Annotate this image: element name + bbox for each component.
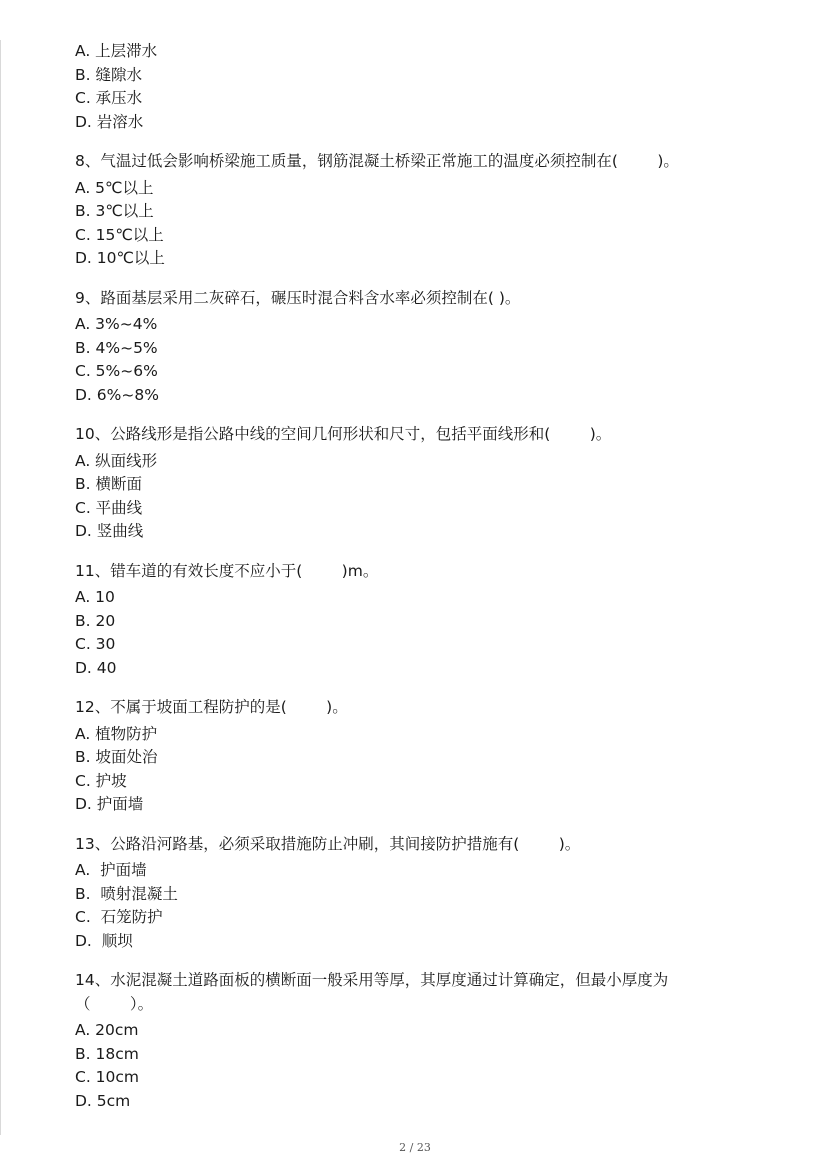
question-stem: 12、不属于坡面工程防护的是( )。 bbox=[75, 698, 348, 716]
option-d: D. 10℃以上 bbox=[75, 249, 165, 267]
option-a: A. 10 bbox=[75, 588, 115, 606]
option-c: C. 承压水 bbox=[75, 89, 143, 107]
option-b: B. 喷射混凝土 bbox=[75, 884, 178, 903]
question-13 bbox=[75, 833, 765, 954]
question-stem: 11、错车道的有效长度不应小于( )m。 bbox=[75, 561, 379, 580]
option-d: D. 竖曲线 bbox=[75, 522, 144, 540]
option-a: A. 5℃以上 bbox=[75, 178, 154, 197]
option-d: D. 顺坝 bbox=[75, 931, 133, 950]
option-d: D. 护面墙 bbox=[75, 795, 144, 813]
option-a: A. 植物防护 bbox=[75, 724, 158, 743]
option-b: B. 坡面处治 bbox=[75, 748, 158, 766]
option-d: D. 6%~8% bbox=[75, 385, 159, 404]
option-a: A. 3%~4% bbox=[75, 315, 158, 333]
option-d: D. 40 bbox=[75, 658, 117, 677]
question-options bbox=[75, 723, 765, 817]
question-options bbox=[75, 586, 765, 680]
option-b: B. 20 bbox=[75, 611, 116, 630]
option-b: B. 18cm bbox=[75, 1044, 139, 1063]
option-b: B. 横断面 bbox=[75, 475, 142, 493]
document-body bbox=[75, 40, 765, 1113]
question-stem: 10、公路线形是指公路中线的空间几何形状和尺寸，包括平面线形和( )。 bbox=[75, 425, 612, 443]
continued-options bbox=[75, 40, 765, 134]
option-a: A. 纵面线形 bbox=[75, 451, 158, 470]
option-c: C. 平曲线 bbox=[75, 498, 143, 517]
question-stem: 14、水泥混凝土道路面板的横断面一般采用等厚，其厚度通过计算确定，但最小厚度为 （ ）。 bbox=[75, 971, 669, 1013]
option-c: C. 10cm bbox=[75, 1068, 140, 1086]
question-11 bbox=[75, 560, 765, 681]
question-options bbox=[75, 313, 765, 407]
page-edge-line bbox=[0, 40, 1, 1135]
option-c: C. 5%~6% bbox=[75, 362, 158, 380]
question-12 bbox=[75, 696, 765, 817]
option-c: C. 护坡 bbox=[75, 771, 127, 790]
question-10 bbox=[75, 423, 765, 544]
continued-options-block bbox=[75, 40, 765, 134]
option-b: B. 缝隙水 bbox=[75, 65, 142, 84]
option-a: A. 护面墙 bbox=[75, 861, 147, 879]
question-8 bbox=[75, 150, 765, 271]
question-stem: 9、路面基层采用二灰碎石，碾压时混合料含水率必须控制在( )。 bbox=[75, 288, 521, 307]
option-b: B. 4%~5% bbox=[75, 338, 158, 357]
option-d: D. 岩溶水 bbox=[75, 112, 144, 131]
question-options bbox=[75, 177, 765, 271]
question-9 bbox=[75, 287, 765, 408]
question-stem: 13、公路沿河路基，必须采取措施防止冲刷，其间接防护措施有( )。 bbox=[75, 834, 581, 853]
option-c: C. 石笼防护 bbox=[75, 908, 163, 926]
question-options bbox=[75, 1019, 765, 1113]
question-14 bbox=[75, 969, 765, 1113]
page-indicator: 2 / 23 bbox=[399, 1141, 431, 1154]
option-b: B. 3℃以上 bbox=[75, 202, 154, 220]
option-a: A. 上层滞水 bbox=[75, 42, 158, 60]
option-d: D. 5cm bbox=[75, 1091, 131, 1110]
question-options bbox=[75, 859, 765, 953]
question-options bbox=[75, 450, 765, 544]
option-c: C. 15℃以上 bbox=[75, 225, 164, 244]
option-c: C. 30 bbox=[75, 635, 116, 653]
question-stem: 8、气温过低会影响桥梁施工质量，钢筋混凝土桥梁正常施工的温度必须控制在( )。 bbox=[75, 152, 679, 170]
option-a: A. 20cm bbox=[75, 1021, 139, 1039]
